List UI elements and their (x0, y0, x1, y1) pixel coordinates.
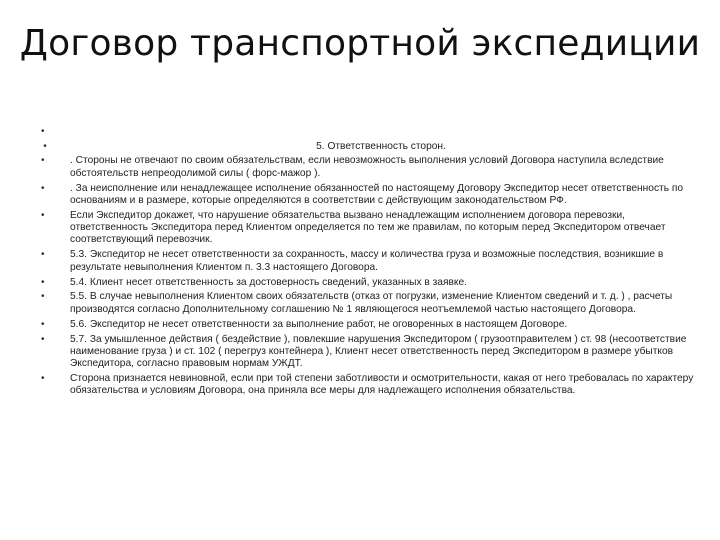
list-item-section-heading (36, 141, 696, 153)
bullet-icon: • (41, 276, 45, 288)
section-heading: 5. Ответственность сторон. (316, 140, 446, 152)
list-item (36, 373, 696, 398)
list-item (36, 277, 696, 289)
bullet-icon: • (41, 291, 45, 303)
list-item-text: 5.3. Экспедитор не несет ответственности за сохранность, массу и количества груза и возможные последствия, возникшие в результате невыполнения Клиентом п. 3.3 настоящего Договора. (70, 249, 664, 273)
bullet-icon: • (41, 372, 45, 384)
list-item (36, 210, 696, 247)
bullet-list (36, 126, 696, 400)
bullet-icon: • (41, 318, 45, 330)
list-item (36, 183, 696, 208)
list-item (36, 155, 696, 180)
bullet-icon: • (41, 209, 45, 221)
bullet-icon: • (41, 249, 45, 261)
list-item-text: Сторона признается невиновной, если при той степени заботливости и осмотрительности, какая от него требовалась по характеру обязательства и условиям Договора, она приняла все меры для надлежащего исполнения обязательства. (70, 372, 694, 397)
list-item-text: . Стороны не отвечают по своим обязательствам, если невозможность выполнения условий Договора наступила вследствие обстоятельств непреодолимой силы ( форс-мажор ). (70, 155, 664, 179)
bullet-icon: • (41, 333, 45, 345)
list-item (36, 249, 696, 274)
list-item (36, 334, 696, 371)
list-item-text: 5.6. Экспедитор не несет ответственности за выполнение работ, не оговоренных в настоящем Договоре. (70, 318, 568, 330)
bullet-icon: • (41, 126, 45, 137)
list-item (36, 126, 696, 138)
list-item-text: 5.5. В случае невыполнения Клиентом своих обязательств (отказ от погрузки, изменение Клиентом сведений и т. д. ) , расчеты производятся согласно Дополнительному соглашению № 1 являющегося неотъемлемой частью настоящего Договора. (70, 291, 673, 315)
list-item-text: 5.4. Клиент несет ответственность за достоверность сведений, указанных в заявке. (70, 276, 467, 288)
list-item-text: Если Экспедитор докажет, что нарушение обязательства вызвано ненадлежащим исполнением договора перевозки, ответственность Экспедитора перед Клиентом определяется по тем же правилам, по которым перед Экспедитором отвечает соответствующий перевозчик. (70, 209, 666, 246)
bullet-icon: • (41, 155, 45, 167)
list-item-text: . За неисполнение или ненадлежащее исполнение обязанностей по настоящему Договору Экспедитор несет ответственность по основаниям и в размере, которые определяются в соответствии с действующим законодательством РФ. (70, 182, 684, 206)
bullet-icon: • (41, 182, 45, 194)
bullet-icon: • (43, 140, 47, 152)
list-item (36, 319, 696, 331)
list-item-text: 5.7. За умышленное действия ( бездействие ), повлекшие нарушения Экспедитором ( грузоотправителем ) ст. 98 (несоответствие наименование груза ) и ст. 102 ( перегруз контейнера ), Клиент несет ответственность перед Экспедитором в размере убытков Экспедитора, согласно правовым нормам УЖДТ. (70, 333, 687, 370)
list-item (36, 291, 696, 316)
slide-title: Договор транспортной экспедиции (19, 23, 701, 64)
